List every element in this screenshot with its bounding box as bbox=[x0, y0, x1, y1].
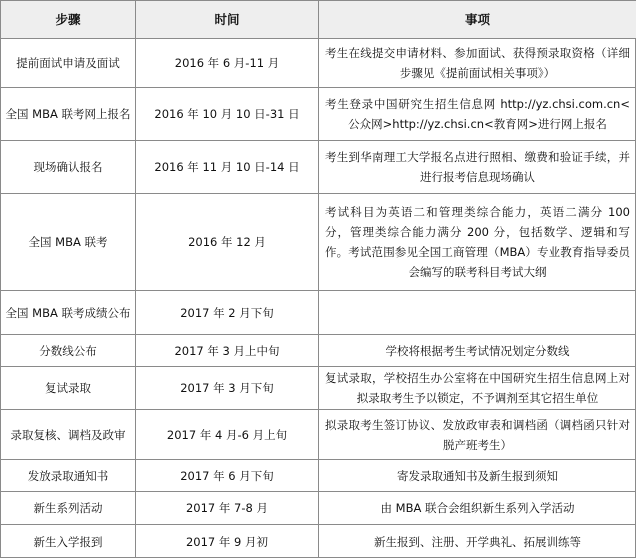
header-cell-item bbox=[319, 1, 636, 38]
time-cell-text: 2016 年 12 月 bbox=[188, 235, 266, 249]
time-cell bbox=[136, 492, 318, 524]
time-cell bbox=[136, 410, 318, 459]
time-cell bbox=[136, 39, 318, 87]
step-cell-text: 新生入学报到 bbox=[33, 534, 103, 549]
step-cell-text: 全国 MBA 联考网上报名 bbox=[5, 107, 131, 121]
item-cell bbox=[319, 194, 636, 290]
step-cell bbox=[1, 525, 135, 558]
time-cell bbox=[136, 291, 318, 334]
header-cell-time-text: 时间 bbox=[214, 11, 240, 27]
item-cell-text: 考试科目为英语二和管理类综合能力，英语二满分 100 分，管理类综合能力满分 200 分，包括数学、逻辑和写作。考试范围参见全国工商管理（MBA）专业教育指导委员会编写的联考科目考试大纲 bbox=[325, 205, 630, 279]
step-cell-text: 录取复核、调档及政审 bbox=[10, 427, 126, 442]
step-cell bbox=[1, 39, 135, 87]
item-cell bbox=[319, 291, 636, 334]
step-cell-text: 发放录取通知书 bbox=[27, 468, 109, 483]
time-cell bbox=[136, 367, 318, 409]
item-cell bbox=[319, 460, 636, 491]
time-cell bbox=[136, 194, 318, 290]
step-cell bbox=[1, 460, 135, 491]
item-cell-text: 考生在线提交申请材料、参加面试、获得预录取资格（详细步骤见《提前面试相关事项》） bbox=[325, 46, 630, 80]
step-cell-text: 新生系列活动 bbox=[33, 501, 103, 515]
step-cell-text: 提前面试申请及面试 bbox=[16, 56, 120, 70]
item-cell-text: 学校将根据考生考试情况划定分数线 bbox=[385, 343, 570, 358]
time-cell-text: 2016 年 10 月 10 日-31 日 bbox=[154, 107, 300, 121]
header-cell-item-text: 事项 bbox=[464, 11, 490, 27]
step-cell bbox=[1, 410, 135, 459]
item-cell bbox=[319, 141, 636, 193]
item-cell bbox=[319, 525, 636, 558]
item-cell-text: 新生报到、注册、开学典礼、拓展训练等 bbox=[374, 534, 581, 549]
time-cell-text: 2017 年 6 月下旬 bbox=[180, 468, 274, 483]
item-cell bbox=[319, 367, 636, 409]
time-cell-text: 2017 年 2 月下旬 bbox=[180, 305, 274, 320]
time-cell-text: 2017 年 4 月-6 月上旬 bbox=[166, 427, 288, 442]
step-cell-text: 分数线公布 bbox=[39, 343, 97, 358]
item-cell bbox=[319, 492, 636, 524]
time-cell-text: 2017 年 3 月下旬 bbox=[180, 381, 274, 395]
time-cell bbox=[136, 335, 318, 366]
time-cell bbox=[136, 88, 318, 140]
step-cell-text: 全国 MBA 联考成绩公布 bbox=[5, 305, 131, 320]
item-cell bbox=[319, 335, 636, 366]
step-cell bbox=[1, 291, 135, 334]
time-cell bbox=[136, 525, 318, 558]
time-cell-text: 2017 年 9 月初 bbox=[185, 534, 269, 549]
step-cell-text: 复试录取 bbox=[45, 381, 91, 395]
step-cell-text: 全国 MBA 联考 bbox=[28, 235, 108, 249]
step-cell-text: 现场确认报名 bbox=[33, 160, 103, 174]
step-cell bbox=[1, 367, 135, 409]
time-cell-text: 2016 年 11 月 10 日-14 日 bbox=[154, 160, 300, 174]
step-cell bbox=[1, 141, 135, 193]
item-cell bbox=[319, 39, 636, 87]
item-cell bbox=[319, 410, 636, 459]
header-cell-step-text: 步骤 bbox=[55, 11, 81, 27]
header-cell-step bbox=[1, 1, 135, 38]
item-cell-text: 由 MBA 联合会组织新生系列入学活动 bbox=[380, 501, 575, 515]
item-cell bbox=[319, 88, 636, 140]
item-cell-text: 考生登录中国研究生招生信息网 http://yz.chsi.com.cn<公众网>http://yz.chsi.cn<教育网>进行网上报名 bbox=[325, 97, 630, 131]
item-cell-text: 寄发录取通知书及新生报到须知 bbox=[397, 468, 558, 483]
item-cell-text: 复试录取，学校招生办公室将在中国研究生招生信息网上对拟录取考生予以锁定，不予调剂至其它招生单位 bbox=[325, 371, 630, 405]
header-cell-time bbox=[136, 1, 318, 38]
step-cell bbox=[1, 492, 135, 524]
item-cell-text: 拟录取考生签订协议、发放政审表和调档函（调档函只针对脱产班考生） bbox=[325, 417, 630, 452]
step-cell bbox=[1, 335, 135, 366]
item-cell-text: 考生到华南理工大学报名点进行照相、缴费和验证手续，并进行报考信息现场确认 bbox=[325, 150, 630, 184]
time-cell-text: 2017 年 3 月上中旬 bbox=[174, 343, 280, 358]
step-cell bbox=[1, 88, 135, 140]
time-cell bbox=[136, 141, 318, 193]
time-cell bbox=[136, 460, 318, 491]
time-cell-text: 2017 年 7-8 月 bbox=[185, 501, 269, 515]
step-cell bbox=[1, 194, 135, 290]
time-cell-text: 2016 年 6 月-11 月 bbox=[174, 56, 280, 70]
